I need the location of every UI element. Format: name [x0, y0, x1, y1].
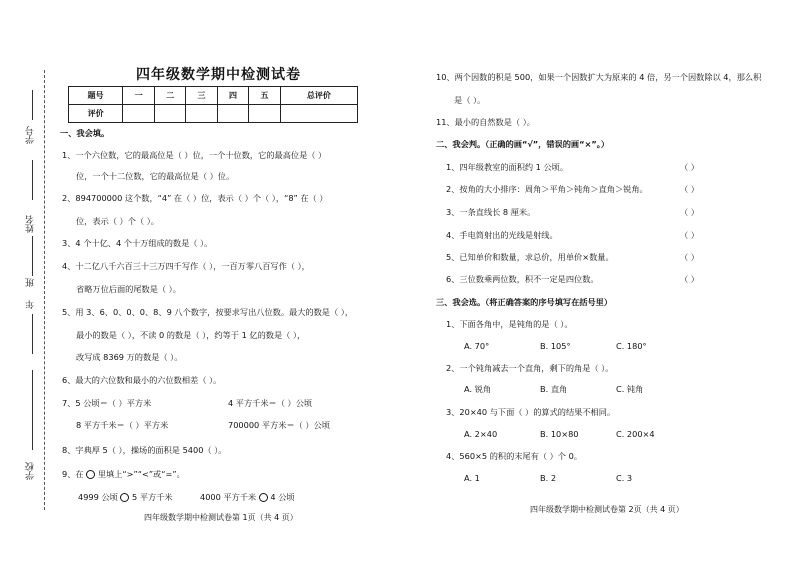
question-9-suffix: 里填上“>”“<”或“=”。: [97, 469, 185, 479]
id-label: 学号: [26, 126, 36, 144]
judge-6: 6、三位数乘两位数，积不一定是四位数。: [446, 274, 599, 284]
page-2-footer: 四年级数学期中检测试卷第 2页（共 4 页）: [530, 505, 684, 514]
choice-1-option-a[interactable]: A. 70°: [464, 341, 490, 351]
choice-1-option-b[interactable]: B. 105°: [540, 341, 571, 351]
page-title: 四年级数学期中检测试卷: [136, 67, 301, 83]
question-3: 3、4 个十亿、4 个十万组成的数是（ ）。: [62, 238, 213, 248]
question-9: [62, 469, 185, 480]
compare-answer-circle-icon[interactable]: [259, 493, 268, 502]
choice-1: 1、下面各角中，是钝角的是（ ）。: [446, 319, 573, 329]
score-header-cell: 题号: [69, 87, 123, 105]
judge-6-paren[interactable]: （ ）: [680, 274, 699, 284]
choice-4-option-b[interactable]: B. 2: [540, 473, 557, 483]
question-9-prefix: 9、在: [62, 469, 84, 479]
compare-right-value: 4 公顷: [270, 492, 295, 502]
question-9a-left: [78, 492, 173, 503]
score-header-cell: 四: [217, 87, 248, 105]
question-2a: 2、894700000 这个数，“4” 在（ ）位，表示（ ）个（ ），“8” 在（ ）: [62, 193, 328, 203]
question-7b-right: 700000 平方米＝（ ）公顷: [228, 420, 330, 430]
choice-4: 4、560×5 的积的末尾有（ ）个 0。: [446, 451, 582, 461]
score-input-cell[interactable]: [186, 105, 217, 123]
judge-1: 1、四年级教室的面积约 1 公顷。: [446, 162, 569, 172]
compare-answer-circle-icon[interactable]: [120, 493, 129, 502]
score-header-cell: 一: [123, 87, 154, 105]
question-7a-left: 7、5 公顷＝（ ）平方米: [62, 398, 152, 408]
choice-3-option-a[interactable]: A. 2×40: [464, 429, 498, 439]
question-7a-right: 4 平方千米＝（ ）公顷: [228, 398, 313, 408]
school-label: 学校: [26, 462, 36, 480]
choice-2-option-b[interactable]: B. 直角: [540, 384, 568, 394]
choice-3-option-c[interactable]: C. 200×4: [616, 429, 655, 439]
score-input-cell[interactable]: [217, 105, 248, 123]
score-table-eval-row: [69, 105, 358, 123]
section-3-heading: 三、我会选。（将正确答案的序号填写在括号里）: [436, 297, 613, 307]
question-5c: 改写成 8369 万的数是（ ）。: [76, 352, 183, 362]
score-eval-label: 评价: [69, 105, 123, 123]
score-header-cell: 二: [154, 87, 185, 105]
compare-left-value: 4000 平方千米: [200, 492, 257, 502]
grade-label: 年: [26, 300, 36, 309]
question-1b: 位，一个十二位数，它的最高位是（ ）位。: [76, 171, 235, 181]
binding-dashed-line: [44, 70, 45, 510]
score-input-cell[interactable]: [154, 105, 185, 123]
binding-line-4: [32, 314, 33, 354]
question-10a: 10、两个因数的积是 500，如果一个因数扩大为原来的 4 倍，另一个因数除以 4，那么积: [436, 72, 762, 82]
judge-1-paren[interactable]: （ ）: [680, 162, 699, 172]
compare-circle-icon: [86, 470, 95, 479]
question-9a-right: [200, 492, 295, 503]
compare-left-value: 4999 公顷: [78, 492, 118, 502]
judge-3-paren[interactable]: （ ）: [680, 207, 699, 217]
name-label: 姓名: [26, 215, 36, 233]
page-1-footer: 四年级数学期中检测试卷第 1页（共 4 页）: [144, 513, 298, 522]
score-table-header-row: [69, 87, 358, 105]
choice-3-option-b[interactable]: B. 10×80: [540, 429, 579, 439]
compare-right-value: 5 平方千米: [132, 492, 173, 502]
section-2-heading: 二、我会判。（正确的画“√”，错误的画“×”。）: [436, 139, 610, 149]
judge-4-paren[interactable]: （ ）: [680, 230, 699, 240]
question-5a: 5、用 3、6、0、0、0、8、9 八个数字，按要求写出八位数。最大的数是（ ），: [62, 307, 354, 317]
choice-1-option-c[interactable]: C. 180°: [616, 341, 647, 351]
judge-2-paren[interactable]: （ ）: [680, 184, 699, 194]
question-11: 11、最小的自然数是（ ）。: [436, 117, 535, 127]
score-header-cell: 三: [186, 87, 217, 105]
choice-2-option-a[interactable]: A. 锐角: [464, 384, 492, 394]
question-2b: 位，表示（ ）个（ ）。: [76, 216, 159, 226]
question-10b: 是（ ）。: [454, 95, 486, 105]
judge-5-paren[interactable]: （ ）: [680, 252, 699, 262]
class-label: 班: [26, 278, 36, 287]
choice-2-option-c[interactable]: C. 钝角: [616, 384, 644, 394]
score-input-cell[interactable]: [123, 105, 154, 123]
judge-3: 3、一条直线长 8 厘米。: [446, 207, 536, 217]
choice-4-option-a[interactable]: A. 1: [464, 473, 480, 483]
question-4a: 4、十二亿八千六百三十三万四千写作（ ），一百万零八百写作（ ），: [62, 261, 310, 271]
judge-4: 4、手电筒射出的光线是射线。: [446, 230, 558, 240]
score-table: [68, 86, 358, 123]
section-1-heading: 一、我会填。: [60, 128, 110, 138]
question-8: 8、字典厚 5（ ），操场的面积是 5400（ ）。: [62, 445, 227, 455]
score-header-cell: 五: [249, 87, 280, 105]
question-6: 6、最大的六位数和最小的六位数相差（ ）。: [62, 375, 222, 385]
binding-line-3: [32, 236, 33, 276]
score-input-cell[interactable]: [249, 105, 280, 123]
question-7b-left: 8 平方千米＝（ ）平方米: [76, 420, 169, 430]
choice-4-option-c[interactable]: C. 3: [616, 473, 633, 483]
binding-line-2: [32, 160, 33, 200]
judge-5: 5、已知单价和数量，求总价，用单价×数量。: [446, 252, 614, 262]
question-4b: 省略万位后面的尾数是（ ）。: [76, 284, 181, 294]
choice-2: 2、一个钝角减去一个直角，剩下的角是（ ）。: [446, 363, 614, 373]
question-5b: 最小的数是（ ），不读 0 的数是（ ），约等于 1 亿的数是（ ），: [76, 330, 306, 340]
choice-3: 3、20×40 与下面（ ）的算式的结果不相同。: [446, 407, 616, 417]
score-header-cell: 总评价: [280, 87, 357, 105]
binding-line-top: [32, 90, 33, 120]
score-input-cell[interactable]: [280, 105, 357, 123]
question-1a: 1、一个六位数，它的最高位是（ ）位，一个十位数，它的最高位是（ ）: [62, 150, 327, 160]
binding-line-5: [32, 370, 33, 450]
judge-2: 2、按角的大小排序：周角＞平角＞钝角＞直角＞锐角。: [446, 184, 648, 194]
